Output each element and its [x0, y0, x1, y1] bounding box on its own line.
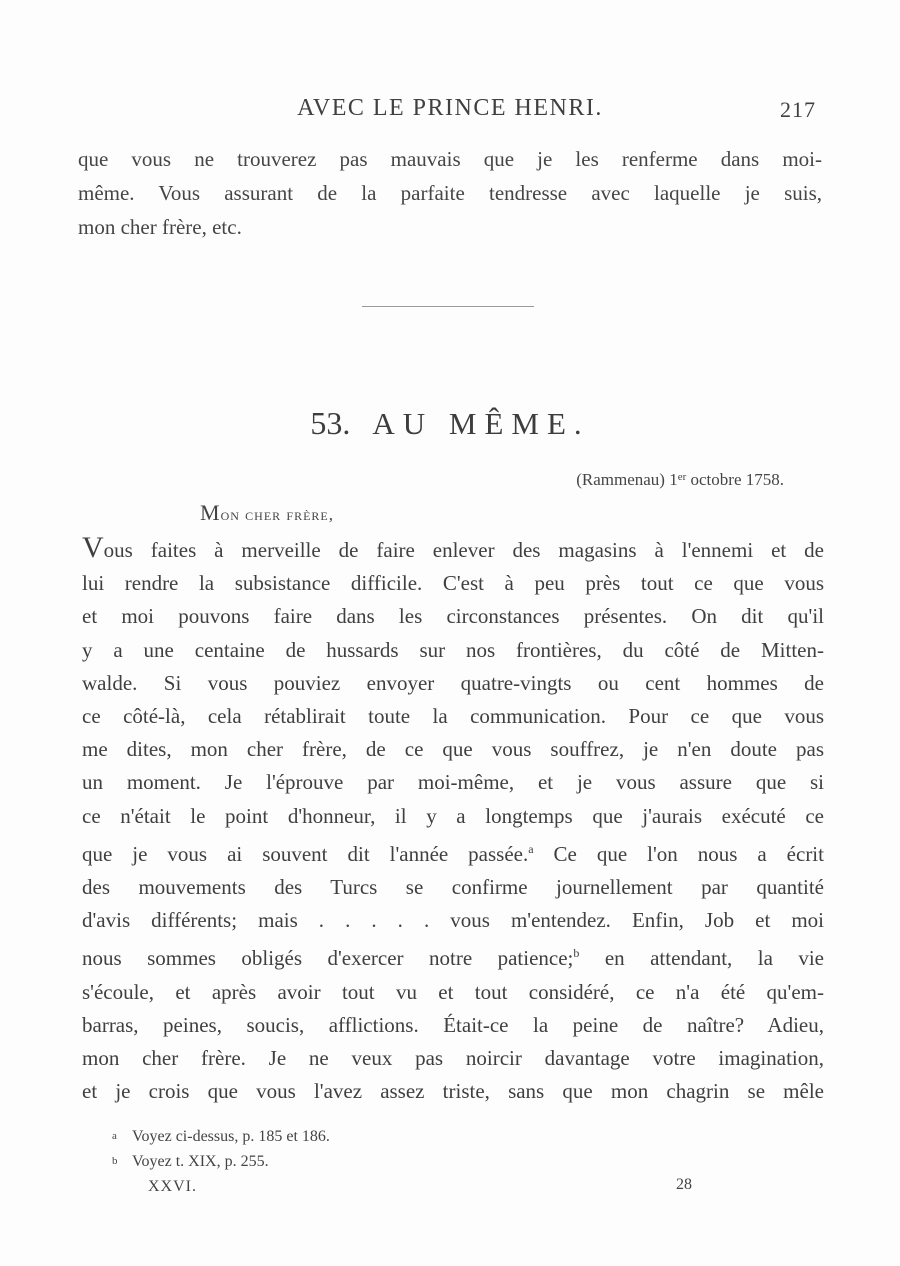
body-line: mon cher frère. Je ne veux pas noircir davantage votre imagination, — [82, 1046, 824, 1071]
body-line-text: nous sommes obligés d'exercer notre patience; — [82, 946, 574, 971]
footnote-ref-a[interactable]: a — [528, 841, 534, 856]
body-line: walde. Si vous pouviez envoyer quatre-vingts ou cent hommes de — [82, 670, 824, 695]
body-line: d'avis différents; mais . . . . . vous m'entendez. Enfin, Job et moi — [82, 908, 824, 933]
running-head — [0, 95, 900, 125]
carry-over-paragraph — [78, 142, 822, 244]
body-line: barras, peines, soucis, afflictions. Était-ce la peine de naître? Adieu, — [82, 1012, 824, 1037]
letter-number: 53. — [310, 405, 351, 441]
footnote-b — [112, 1149, 330, 1174]
body-line — [82, 833, 824, 871]
body-line: un moment. Je l'éprouve par moi-même, et je vous assure que si — [82, 770, 824, 795]
body-line-text: Ce que l'on nous a écrit — [533, 841, 824, 866]
footnote-marker: b — [112, 1155, 118, 1167]
sheet-signature: 28 — [676, 1176, 692, 1193]
letter-title: AU MÊME. — [372, 406, 590, 441]
drop-cap: V — [82, 531, 104, 564]
body-line-text: que je vous ai souvent dit l'année passée. — [82, 841, 529, 866]
body-line-text: en attendant, la vie — [579, 946, 824, 971]
footnote-ref-b[interactable]: b — [573, 946, 580, 961]
body-line: des mouvements des Turcs se confirme journellement par quantité — [82, 875, 824, 900]
body-line: et je crois que vous l'avez assez triste, sans que mon chagrin se mêle — [82, 1079, 824, 1104]
salutation — [200, 500, 334, 526]
letter-body — [82, 531, 824, 1108]
body-line: ce n'était le point d'honneur, il y a longtemps que j'aurais exécuté ce — [82, 803, 824, 828]
body-line: y a une centaine de hussards sur nos frontières, du côté de Mitten- — [82, 637, 824, 662]
body-line — [82, 531, 824, 567]
body-line — [82, 937, 824, 975]
dateline-place: (Rammenau) 1 — [576, 470, 678, 489]
volume-signature: XXVI. — [148, 1178, 197, 1195]
running-title: AVEC LE PRINCE HENRI. — [297, 95, 603, 121]
footnote-a — [112, 1124, 330, 1149]
salutation-rest: on cher frère, — [220, 505, 334, 524]
footnotes — [112, 1124, 330, 1174]
body-line: et moi pouvons faire dans les circonstances présentes. On dit qu'il — [82, 604, 824, 629]
footnote-marker: a — [112, 1130, 117, 1142]
dateline-date: octobre 1758. — [686, 470, 784, 489]
body-line-text: ous faites à merveille de faire enlever des magasins à l'ennemi et de — [103, 538, 824, 562]
dateline — [576, 470, 784, 490]
body-line: ce côté-là, cela rétablirait toute la communication. Pour ce que vous — [82, 704, 824, 729]
page-number: 217 — [780, 97, 816, 122]
section-separator-rule — [362, 306, 534, 307]
body-line: lui rendre la subsistance difficile. C'est à peu près tout ce que vous — [82, 571, 824, 596]
salutation-initial: M — [200, 500, 221, 525]
footnote-text: Voyez ci-dessus, p. 185 et 186. — [132, 1128, 330, 1145]
carry-over-line: que vous ne trouverez pas mauvais que je les renferme dans moi- — [78, 147, 822, 171]
carry-over-line: mon cher frère, etc. — [78, 215, 242, 239]
footnote-text: Voyez t. XIX, p. 255. — [132, 1153, 269, 1170]
letter-heading — [0, 405, 900, 442]
carry-over-line: même. Vous assurant de la parfaite tendresse avec laquelle je suis, — [78, 181, 822, 205]
dateline-ordinal: er — [677, 471, 687, 483]
body-line: me dites, mon cher frère, de ce que vous souffrez, je n'en doute pas — [82, 737, 824, 762]
body-line: s'écoule, et après avoir tout vu et tout considéré, ce n'a été qu'em- — [82, 979, 824, 1004]
